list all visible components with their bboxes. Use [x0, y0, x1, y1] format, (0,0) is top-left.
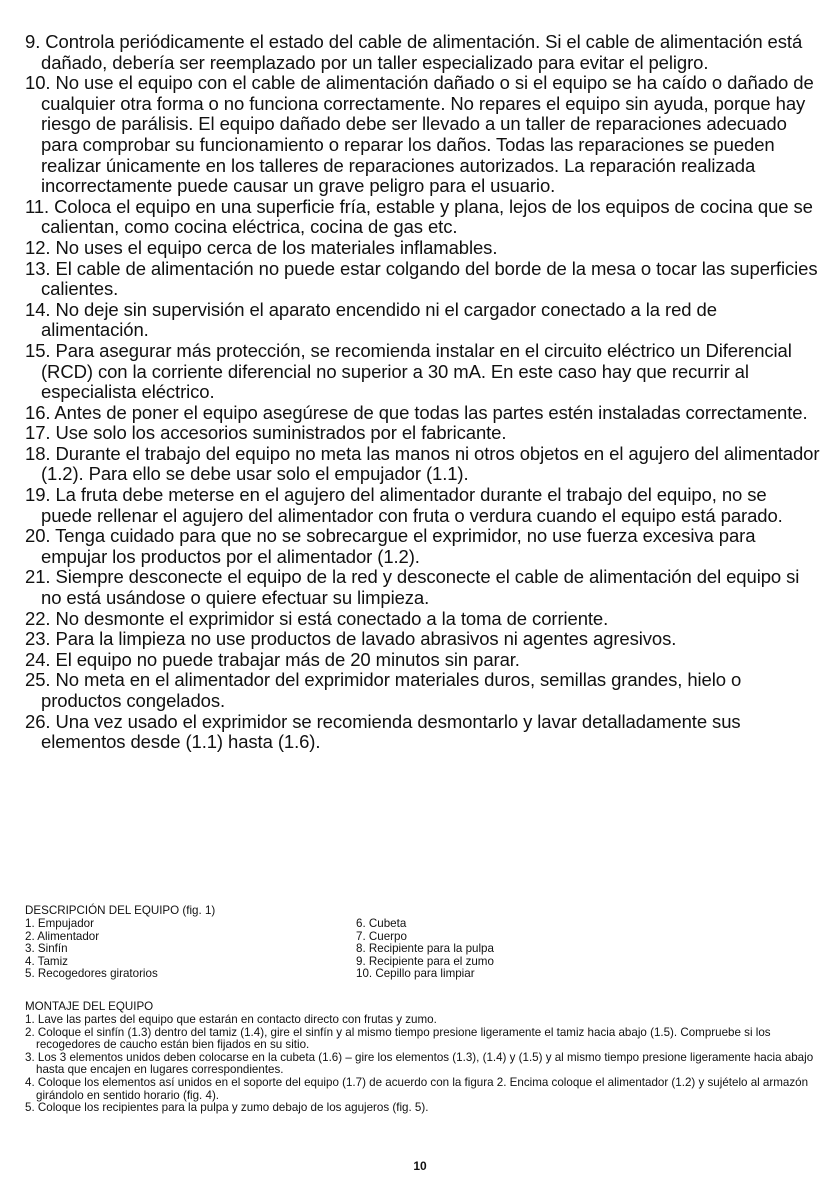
assembly-step: 5. Coloque los recipientes para la pulpa y zumo debajo de los agujeros (fig. 5).: [25, 1101, 429, 1115]
safety-item-17: 17. Use solo los accesorios suministrados por el fabricante.: [25, 422, 507, 444]
safety-item-19: 19. La fruta debe meterse en el agujero del alimentador durante el trabajo del equipo, no se puede rellenar el agujero del alimentador con fruta o verdura cuando el equipo está parado.: [25, 484, 783, 526]
assembly-heading: MONTAJE DEL EQUIPO: [25, 1000, 154, 1013]
assembly-step: 1. Lave las partes del equipo que estarán en contacto directo con frutas y zumo.: [25, 1013, 437, 1026]
safety-item-13: 13. El cable de alimentación no puede estar colgando del borde de la mesa o tocar las superficies calientes.: [25, 257, 818, 300]
safety-item-24: 24. El equipo no puede trabajar más de 20 minutos sin parar.: [25, 648, 520, 670]
part-item: 3. Sinfín: [25, 942, 68, 956]
safety-item-23: 23. Para la limpieza no use productos de lavado abrasivos ni agentes agresivos.: [25, 628, 677, 650]
safety-item-9: 9. Controla periódicamente el estado del cable de alimentación. Si el cable de alimentación está dañado, debería ser reemplazado por un taller especializado para evitar el peligro.: [25, 31, 803, 73]
safety-item-10: 10. No use el equipo con el cable de alimentación dañado o si el equipo se ha caído o dañado de cualquier otra forma o no funciona correctamente. No repares el equipo sin ayuda, porque hay riesgo de parálisis. El equipo dañado debe ser llevado a un taller de reparaciones adecuado para comprobar su funcionamiento o reparar los daños. Todas las reparaciones se pueden realizar únicamente en los talleres de reparaciones autorizados. La reparación realizada incorrectamente puede causar un grave peligro para el usuario.: [25, 72, 814, 197]
page-number: 10: [413, 1159, 427, 1173]
assembly-step: 4. Coloque los elementos así unidos en el soporte del equipo (1.7) de acuerdo con la figura 2. Encima coloque el alimentador (1.2) y sujételo al armazón girándolo en sentido horario (fig. 4).: [25, 1075, 809, 1102]
safety-item-26: 26. Una vez usado el exprimidor se recomienda desmontarlo y lavar detalladamente sus elementos desde (1.1) hasta (1.6).: [25, 710, 741, 753]
assembly-steps-list: [25, 1014, 815, 1115]
parts-list: [25, 918, 805, 981]
safety-item-16: 16. Antes de poner el equipo asegúrese de que todas las partes estén instaladas correctamente.: [25, 401, 808, 423]
safety-item-18: 18. Durante el trabajo del equipo no meta las manos ni otros objetos en el agujero del alimentador (1.2). Para ello se debe usar solo el empujador (1.1).: [25, 442, 820, 485]
part-item: 7. Cuerpo: [356, 929, 407, 943]
safety-item-12: 12. No uses el equipo cerca de los materiales inflamables.: [25, 236, 498, 258]
part-item: 2. Alimentador: [25, 929, 100, 943]
safety-item-14: 14. No deje sin supervisión el aparato encendido ni el cargador conectado a la red de alimentación.: [25, 298, 717, 341]
part-item: 5. Recogedores giratorios: [25, 967, 158, 981]
part-item: 9. Recipiente para el zumo: [356, 954, 494, 968]
part-item: 4. Tamiz: [25, 954, 68, 968]
safety-item-25: 25. No meta en el alimentador del exprimidor materiales duros, semillas grandes, hielo o productos congelados.: [25, 669, 742, 711]
safety-item-11: 11. Coloca el equipo en una superficie fría, estable y plana, lejos de los equipos de cocina que se calientan, como cocina eléctrica, cocina de gas etc.: [25, 195, 813, 238]
part-item: 6. Cubeta: [356, 917, 407, 930]
part-item: 8. Recipiente para la pulpa: [356, 942, 494, 956]
part-item: 1. Empujador: [25, 917, 94, 930]
safety-item-15: 15. Para asegurar más protección, se recomienda instalar en el circuito eléctrico un Diferencial (RCD) con la corriente diferencial no superior a 30 mA. En este caso hay que recurrir al especialista eléctrico.: [25, 339, 792, 403]
safety-item-20: 20. Tenga cuidado para que no se sobrecargue el exprimidor, no use fuerza excesiva para empujar los productos por el alimentador (1.2).: [25, 525, 756, 567]
safety-item-22: 22. No desmonte el exprimidor si está conectado a la toma de corriente.: [25, 607, 609, 629]
safety-item-21: 21. Siempre desconecte el equipo de la red y desconecte el cable de alimentación del equipo si no está usándose o quiere efectuar su limpieza.: [25, 566, 800, 609]
description-heading: DESCRIPCIÓN DEL EQUIPO (fig. 1): [25, 904, 216, 917]
assembly-step: 2. Coloque el sinfín (1.3) dentro del tamiz (1.4), gire el sinfín y al mismo tiempo presione ligeramente el tamiz hacia abajo (1.5). Compruebe si los recogedores de caucho están bien fijados en su sitio.: [25, 1025, 771, 1052]
assembly-step: 3. Los 3 elementos unidos deben colocarse en la cubeta (1.6) – gire los elementos (1.3), (1.4) y (1.5) y al mismo tiempo presione ligeramente hacia abajo hasta que encajen en lugares correspondientes.: [25, 1050, 814, 1077]
safety-instructions-list: [25, 32, 820, 753]
part-item: 10. Cepillo para limpiar: [356, 967, 475, 981]
